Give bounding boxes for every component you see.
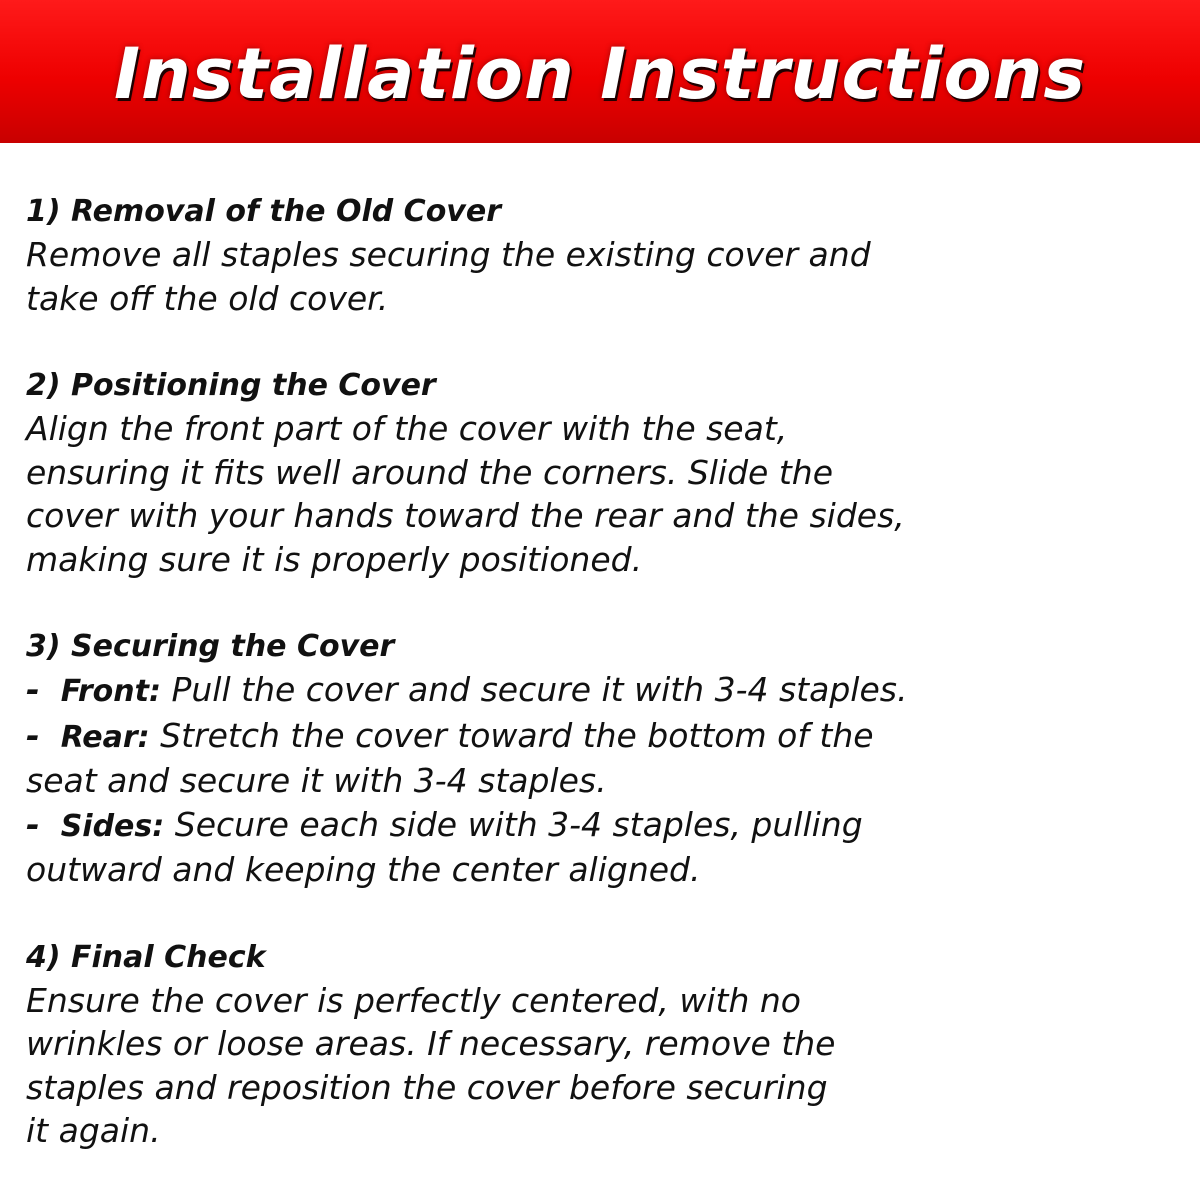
step-3-bullets	[26, 668, 1186, 892]
bullet-dash: -	[26, 670, 40, 709]
bullet-text-sides: Secure each side with 3-4 staples, pulling	[164, 804, 863, 844]
bullet-label-sides: Sides:	[60, 808, 165, 844]
step-2-line: Align the front part of the cover with the seat,	[26, 409, 788, 448]
step-2-line: cover with your hands toward the rear and the sides,	[26, 496, 905, 535]
step-1-line: take off the old cover.	[26, 278, 389, 318]
step-4-section	[26, 936, 1186, 1153]
bullet-sides	[26, 803, 1186, 849]
step-4-line: it again.	[26, 1111, 161, 1150]
bullet-text-rear: Stretch the cover toward the bottom of the	[149, 715, 874, 755]
title-banner	[0, 0, 1200, 143]
step-2-section	[26, 364, 1186, 581]
page-title: Installation Instructions	[113, 32, 1087, 115]
bullet-rear	[26, 714, 1186, 760]
bullet-label-front: Front:	[60, 674, 161, 709]
step-2-line: making sure it is properly positioned.	[26, 539, 643, 579]
bullet-dash: -	[26, 804, 40, 844]
step-1-line: Remove all staples securing the existing cover and	[26, 235, 871, 274]
bullet-text-front: Pull the cover and secure it with 3-4 staples.	[161, 670, 908, 709]
step-4-heading: 4) Final Check	[26, 939, 266, 975]
step-1-heading: 1) Removal of the Old Cover	[26, 194, 502, 229]
bullet-sides-continuation: outward and keeping the center aligned.	[26, 850, 701, 889]
step-2-text	[26, 407, 1186, 581]
step-2-line: ensuring it fits well around the corners. Slide the	[26, 452, 834, 492]
step-4-line: Ensure the cover is perfectly centered, with no	[26, 980, 801, 1020]
step-4-line: wrinkles or loose areas. If necessary, remove the	[26, 1024, 836, 1063]
step-4-text	[26, 979, 1186, 1153]
instructions-body	[26, 190, 1186, 1153]
step-4-line: staples and reposition the cover before securing	[26, 1067, 828, 1107]
bullet-label-rear: Rear:	[60, 719, 150, 755]
bullet-front	[26, 668, 1186, 714]
step-1-text	[26, 233, 1186, 320]
step-1-section	[26, 190, 1186, 320]
step-2-heading: 2) Positioning the Cover	[26, 368, 436, 403]
step-3-section	[26, 625, 1186, 892]
bullet-rear-continuation: seat and secure it with 3-4 staples.	[26, 761, 607, 800]
step-3-heading: 3) Securing the Cover	[26, 629, 395, 664]
bullet-dash: -	[26, 715, 40, 755]
